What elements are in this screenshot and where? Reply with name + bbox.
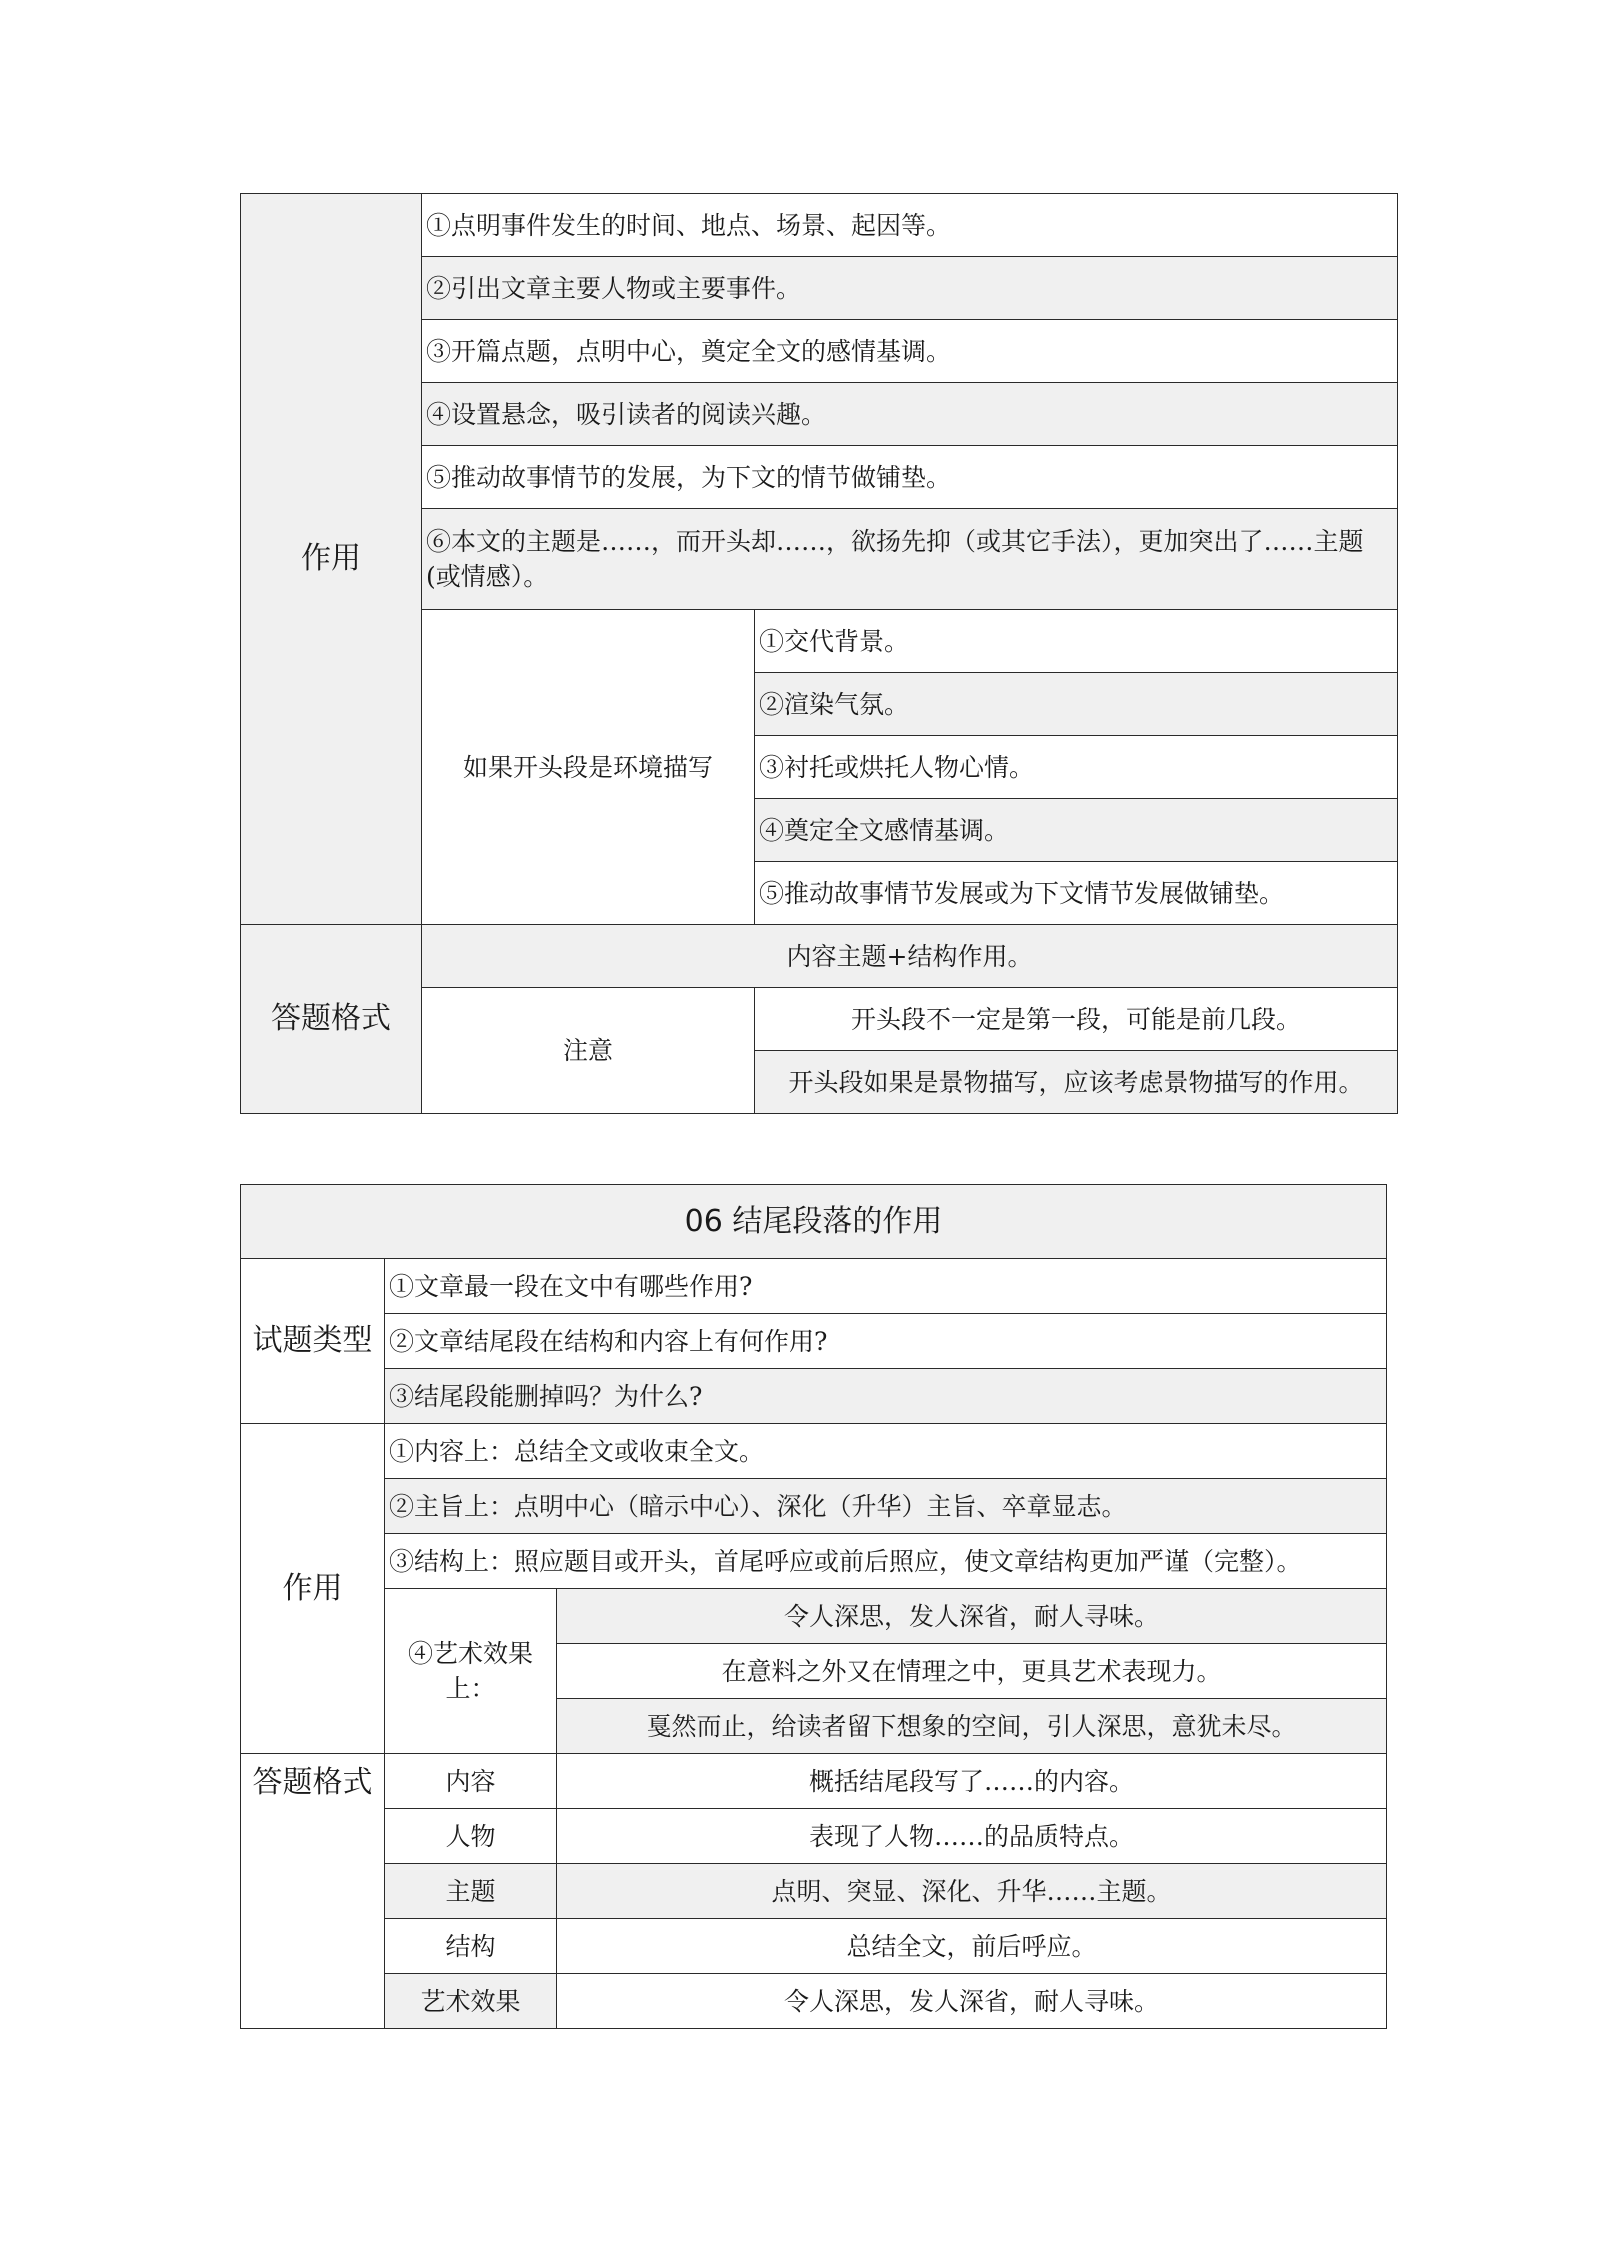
env-label: 如果开头段是环境描写 [422,610,755,925]
format-header-2: 答题格式 [241,1754,385,2029]
format-value-4: 总结全文，前后呼应。 [557,1919,1387,1974]
note-item-1: 开头段不一定是第一段，可能是前几段。 [755,988,1398,1051]
art-item-2: 在意料之外又在情理之中，更具艺术表现力。 [557,1644,1387,1699]
format-value-3: 点明、突显、深化、升华……主题。 [557,1864,1387,1919]
role-item-2-1: ①内容上：总结全文或收束全文。 [385,1424,1387,1479]
role-header-2: 作用 [241,1424,385,1754]
format-value-5: 令人深思，发人深省，耐人寻味。 [557,1974,1387,2029]
role-header: 作用 [241,194,422,925]
art-item-3: 戛然而止，给读者留下想象的空间，引人深思，意犹未尽。 [557,1699,1387,1754]
format-header: 答题格式 [241,925,422,1114]
format-value-2: 表现了人物……的品质特点。 [557,1809,1387,1864]
role-item-4: ④设置悬念，吸引读者的阅读兴趣。 [422,383,1398,446]
ending-paragraph-table [240,1184,1387,2029]
format-label-4: 结构 [385,1919,557,1974]
format-label-1: 内容 [385,1754,557,1809]
note-item-2: 开头段如果是景物描写，应该考虑景物描写的作用。 [755,1051,1398,1114]
format-value-1: 概括结尾段写了……的内容。 [557,1754,1387,1809]
role-item-2-2: ②主旨上：点明中心（暗示中心）、深化（升华）主旨、卒章显志。 [385,1479,1387,1534]
role-item-3: ③开篇点题，点明中心，奠定全文的感情基调。 [422,320,1398,383]
role-item-5: ⑤推动故事情节的发展，为下文的情节做铺垫。 [422,446,1398,509]
env-item-2: ②渲染气氛。 [755,673,1398,736]
role-item-2-3: ③结构上：照应题目或开头，首尾呼应或前后照应，使文章结构更加严谨（完整）。 [385,1534,1387,1589]
question-item-1: ①文章最一段在文中有哪些作用? [385,1259,1387,1314]
art-label: ④艺术效果上： [385,1589,557,1754]
env-item-4: ④奠定全文感情基调。 [755,799,1398,862]
art-item-1: 令人深思，发人深省，耐人寻味。 [557,1589,1387,1644]
section-title: 06 结尾段落的作用 [241,1185,1387,1259]
opening-paragraph-table [240,193,1398,1114]
format-main: 内容主题+结构作用。 [422,925,1398,988]
role-item-1: ①点明事件发生的时间、地点、场景、起因等。 [422,194,1398,257]
format-label-5: 艺术效果 [385,1974,557,2029]
question-item-3: ③结尾段能删掉吗？为什么? [385,1369,1387,1424]
role-item-6: ⑥本文的主题是……，而开头却……，欲扬先抑（或其它手法），更加突出了……主题(或情感）。 [422,509,1398,610]
format-label-3: 主题 [385,1864,557,1919]
role-item-2: ②引出文章主要人物或主要事件。 [422,257,1398,320]
env-item-1: ①交代背景。 [755,610,1398,673]
question-item-2: ②文章结尾段在结构和内容上有何作用? [385,1314,1387,1369]
note-label: 注意 [422,988,755,1114]
env-item-3: ③衬托或烘托人物心情。 [755,736,1398,799]
env-item-5: ⑤推动故事情节发展或为下文情节发展做铺垫。 [755,862,1398,925]
question-header: 试题类型 [241,1259,385,1424]
format-label-2: 人物 [385,1809,557,1864]
